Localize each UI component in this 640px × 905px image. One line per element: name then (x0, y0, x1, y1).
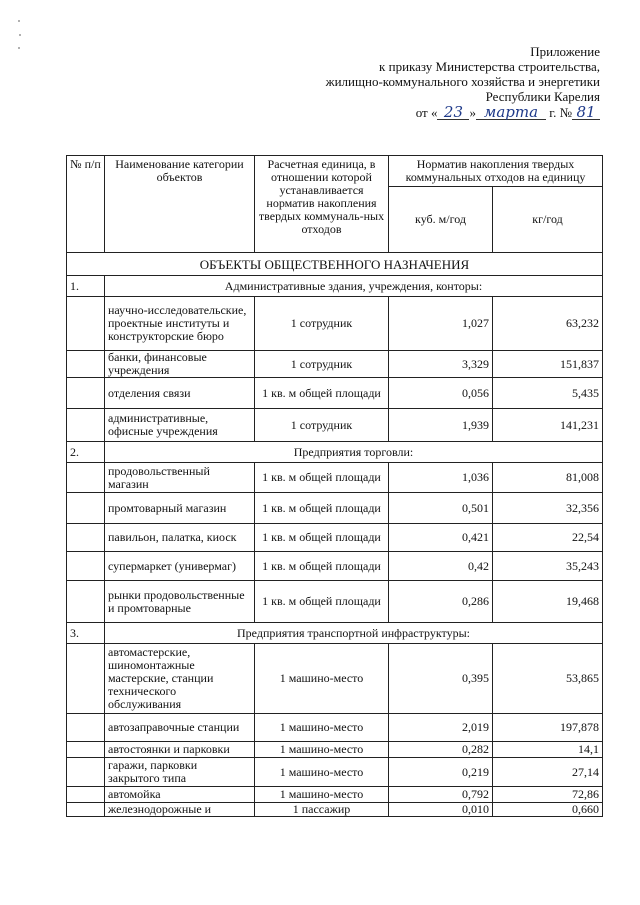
calculation-unit: 1 кв. м общей площади (255, 463, 389, 493)
row-number-cell (67, 493, 105, 524)
table-row (67, 378, 603, 409)
category-name: автозаправочные станции (105, 714, 255, 742)
norm-kg-per-year: 72,86 (493, 787, 603, 803)
norm-m3-per-year: 0,42 (389, 552, 493, 581)
norm-m3-per-year: 0,286 (389, 581, 493, 623)
norms-table (66, 155, 603, 817)
header-m3: куб. м/год (389, 187, 493, 253)
group-title: Предприятия транспортной инфраструктуры: (105, 623, 603, 644)
republic-name: Республики Карелия (485, 89, 600, 104)
row-number-cell (67, 463, 105, 493)
table-row (67, 742, 603, 758)
norm-m3-per-year: 3,329 (389, 351, 493, 378)
row-number-cell (67, 351, 105, 378)
table-row (67, 351, 603, 378)
row-number-cell (67, 758, 105, 787)
calculation-unit: 1 кв. м общей площади (255, 493, 389, 524)
row-number-cell (67, 409, 105, 442)
row-number-cell (67, 787, 105, 803)
section-row (67, 253, 603, 276)
category-name: автостоянки и парковки (105, 742, 255, 758)
category-name: научно-исследовательские, проектные институты и конструкторские бюро (105, 297, 255, 351)
norm-kg-per-year: 5,435 (493, 378, 603, 409)
norm-m3-per-year: 0,010 (389, 803, 493, 817)
norm-m3-per-year: 0,421 (389, 524, 493, 552)
norm-m3-per-year: 0,792 (389, 787, 493, 803)
calculation-unit: 1 сотрудник (255, 351, 389, 378)
table-row (67, 552, 603, 581)
row-number-cell (67, 524, 105, 552)
norm-kg-per-year: 19,468 (493, 581, 603, 623)
table-row (67, 524, 603, 552)
norm-m3-per-year: 0,395 (389, 644, 493, 714)
row-number-cell (67, 581, 105, 623)
order-reference: к приказу Министерства строительства, (379, 59, 600, 74)
calculation-unit: 1 машино-место (255, 742, 389, 758)
handwritten-order-number: 81 (572, 105, 600, 120)
row-number-cell (67, 803, 105, 817)
calculation-unit: 1 кв. м общей площади (255, 552, 389, 581)
header-num: № п/п (67, 156, 105, 253)
category-name: железнодорожные и (105, 803, 255, 817)
norm-kg-per-year: 27,14 (493, 758, 603, 787)
category-name: павильон, палатка, киоск (105, 524, 255, 552)
norm-m3-per-year: 2,019 (389, 714, 493, 742)
category-name: отделения связи (105, 378, 255, 409)
table-row (67, 409, 603, 442)
norm-m3-per-year: 0,501 (389, 493, 493, 524)
norm-kg-per-year: 35,243 (493, 552, 603, 581)
row-number-cell (67, 552, 105, 581)
norm-kg-per-year: 32,356 (493, 493, 603, 524)
calculation-unit: 1 машино-место (255, 787, 389, 803)
table-row (67, 644, 603, 714)
calculation-unit: 1 кв. м общей площади (255, 378, 389, 409)
group-number: 2. (67, 442, 105, 463)
norm-kg-per-year: 81,008 (493, 463, 603, 493)
header-norm-group: Норматив накопления твердых коммунальных отходов на единицу (389, 156, 603, 187)
appendix-title: Приложение (530, 44, 600, 59)
row-number-cell (67, 714, 105, 742)
table-row (67, 581, 603, 623)
group-row (67, 623, 603, 644)
calculation-unit: 1 сотрудник (255, 409, 389, 442)
category-name: гаражи, парковки закрытого типа (105, 758, 255, 787)
category-name: автомастерские, шиномонтажные мастерские, станции технического обслуживания (105, 644, 255, 714)
handwritten-day: 23 (437, 105, 469, 120)
category-name: рынки продовольственные и промтоварные (105, 581, 255, 623)
row-number-cell (67, 378, 105, 409)
order-dateline (240, 105, 600, 120)
category-name: административные, офисные учреждения (105, 409, 255, 442)
group-number: 1. (67, 276, 105, 297)
group-row (67, 442, 603, 463)
table-row (67, 803, 603, 817)
date-prefix: от « (415, 105, 438, 120)
group-title: Административные здания, учреждения, конторы: (105, 276, 603, 297)
table-row (67, 297, 603, 351)
norm-kg-per-year: 14,1 (493, 742, 603, 758)
table-row (67, 463, 603, 493)
row-number-cell (67, 297, 105, 351)
norm-m3-per-year: 1,027 (389, 297, 493, 351)
date-mid: » (469, 105, 476, 120)
norm-kg-per-year: 151,837 (493, 351, 603, 378)
header-kg: кг/год (493, 187, 603, 253)
calculation-unit: 1 машино-место (255, 758, 389, 787)
norm-m3-per-year: 1,939 (389, 409, 493, 442)
row-number-cell (67, 742, 105, 758)
norm-kg-per-year: 22,54 (493, 524, 603, 552)
category-name: продовольственный магазин (105, 463, 255, 493)
table-row (67, 714, 603, 742)
scan-marks (18, 20, 21, 50)
table-row (67, 493, 603, 524)
header-category: Наименование категории объектов (105, 156, 255, 253)
norm-kg-per-year: 197,878 (493, 714, 603, 742)
header-unit: Расчетная единица, в отношении которой устанавливается норматив накопления твердых коммуналь-ных отходов (255, 156, 389, 253)
norm-kg-per-year: 0,660 (493, 803, 603, 817)
row-number-cell (67, 644, 105, 714)
calculation-unit: 1 машино-место (255, 644, 389, 714)
calculation-unit: 1 кв. м общей площади (255, 581, 389, 623)
calculation-unit: 1 пассажир (255, 803, 389, 817)
handwritten-month: марта (476, 105, 546, 120)
document-header (240, 44, 600, 120)
category-name: супермаркет (универмаг) (105, 552, 255, 581)
norm-kg-per-year: 63,232 (493, 297, 603, 351)
category-name: промтоварный магазин (105, 493, 255, 524)
date-year-suffix: г. № (549, 105, 572, 120)
ministry-name: жилищно-коммунального хозяйства и энергетики (325, 74, 600, 89)
category-name: банки, финансовые учреждения (105, 351, 255, 378)
norm-m3-per-year: 0,219 (389, 758, 493, 787)
norm-m3-per-year: 0,056 (389, 378, 493, 409)
group-number: 3. (67, 623, 105, 644)
norm-m3-per-year: 1,036 (389, 463, 493, 493)
calculation-unit: 1 кв. м общей площади (255, 524, 389, 552)
norm-kg-per-year: 53,865 (493, 644, 603, 714)
category-name: автомойка (105, 787, 255, 803)
calculation-unit: 1 машино-место (255, 714, 389, 742)
table-row (67, 758, 603, 787)
group-title: Предприятия торговли: (105, 442, 603, 463)
calculation-unit: 1 сотрудник (255, 297, 389, 351)
norm-m3-per-year: 0,282 (389, 742, 493, 758)
group-row (67, 276, 603, 297)
section-title: ОБЪЕКТЫ ОБЩЕСТВЕННОГО НАЗНАЧЕНИЯ (67, 253, 603, 276)
table-row (67, 787, 603, 803)
norm-kg-per-year: 141,231 (493, 409, 603, 442)
